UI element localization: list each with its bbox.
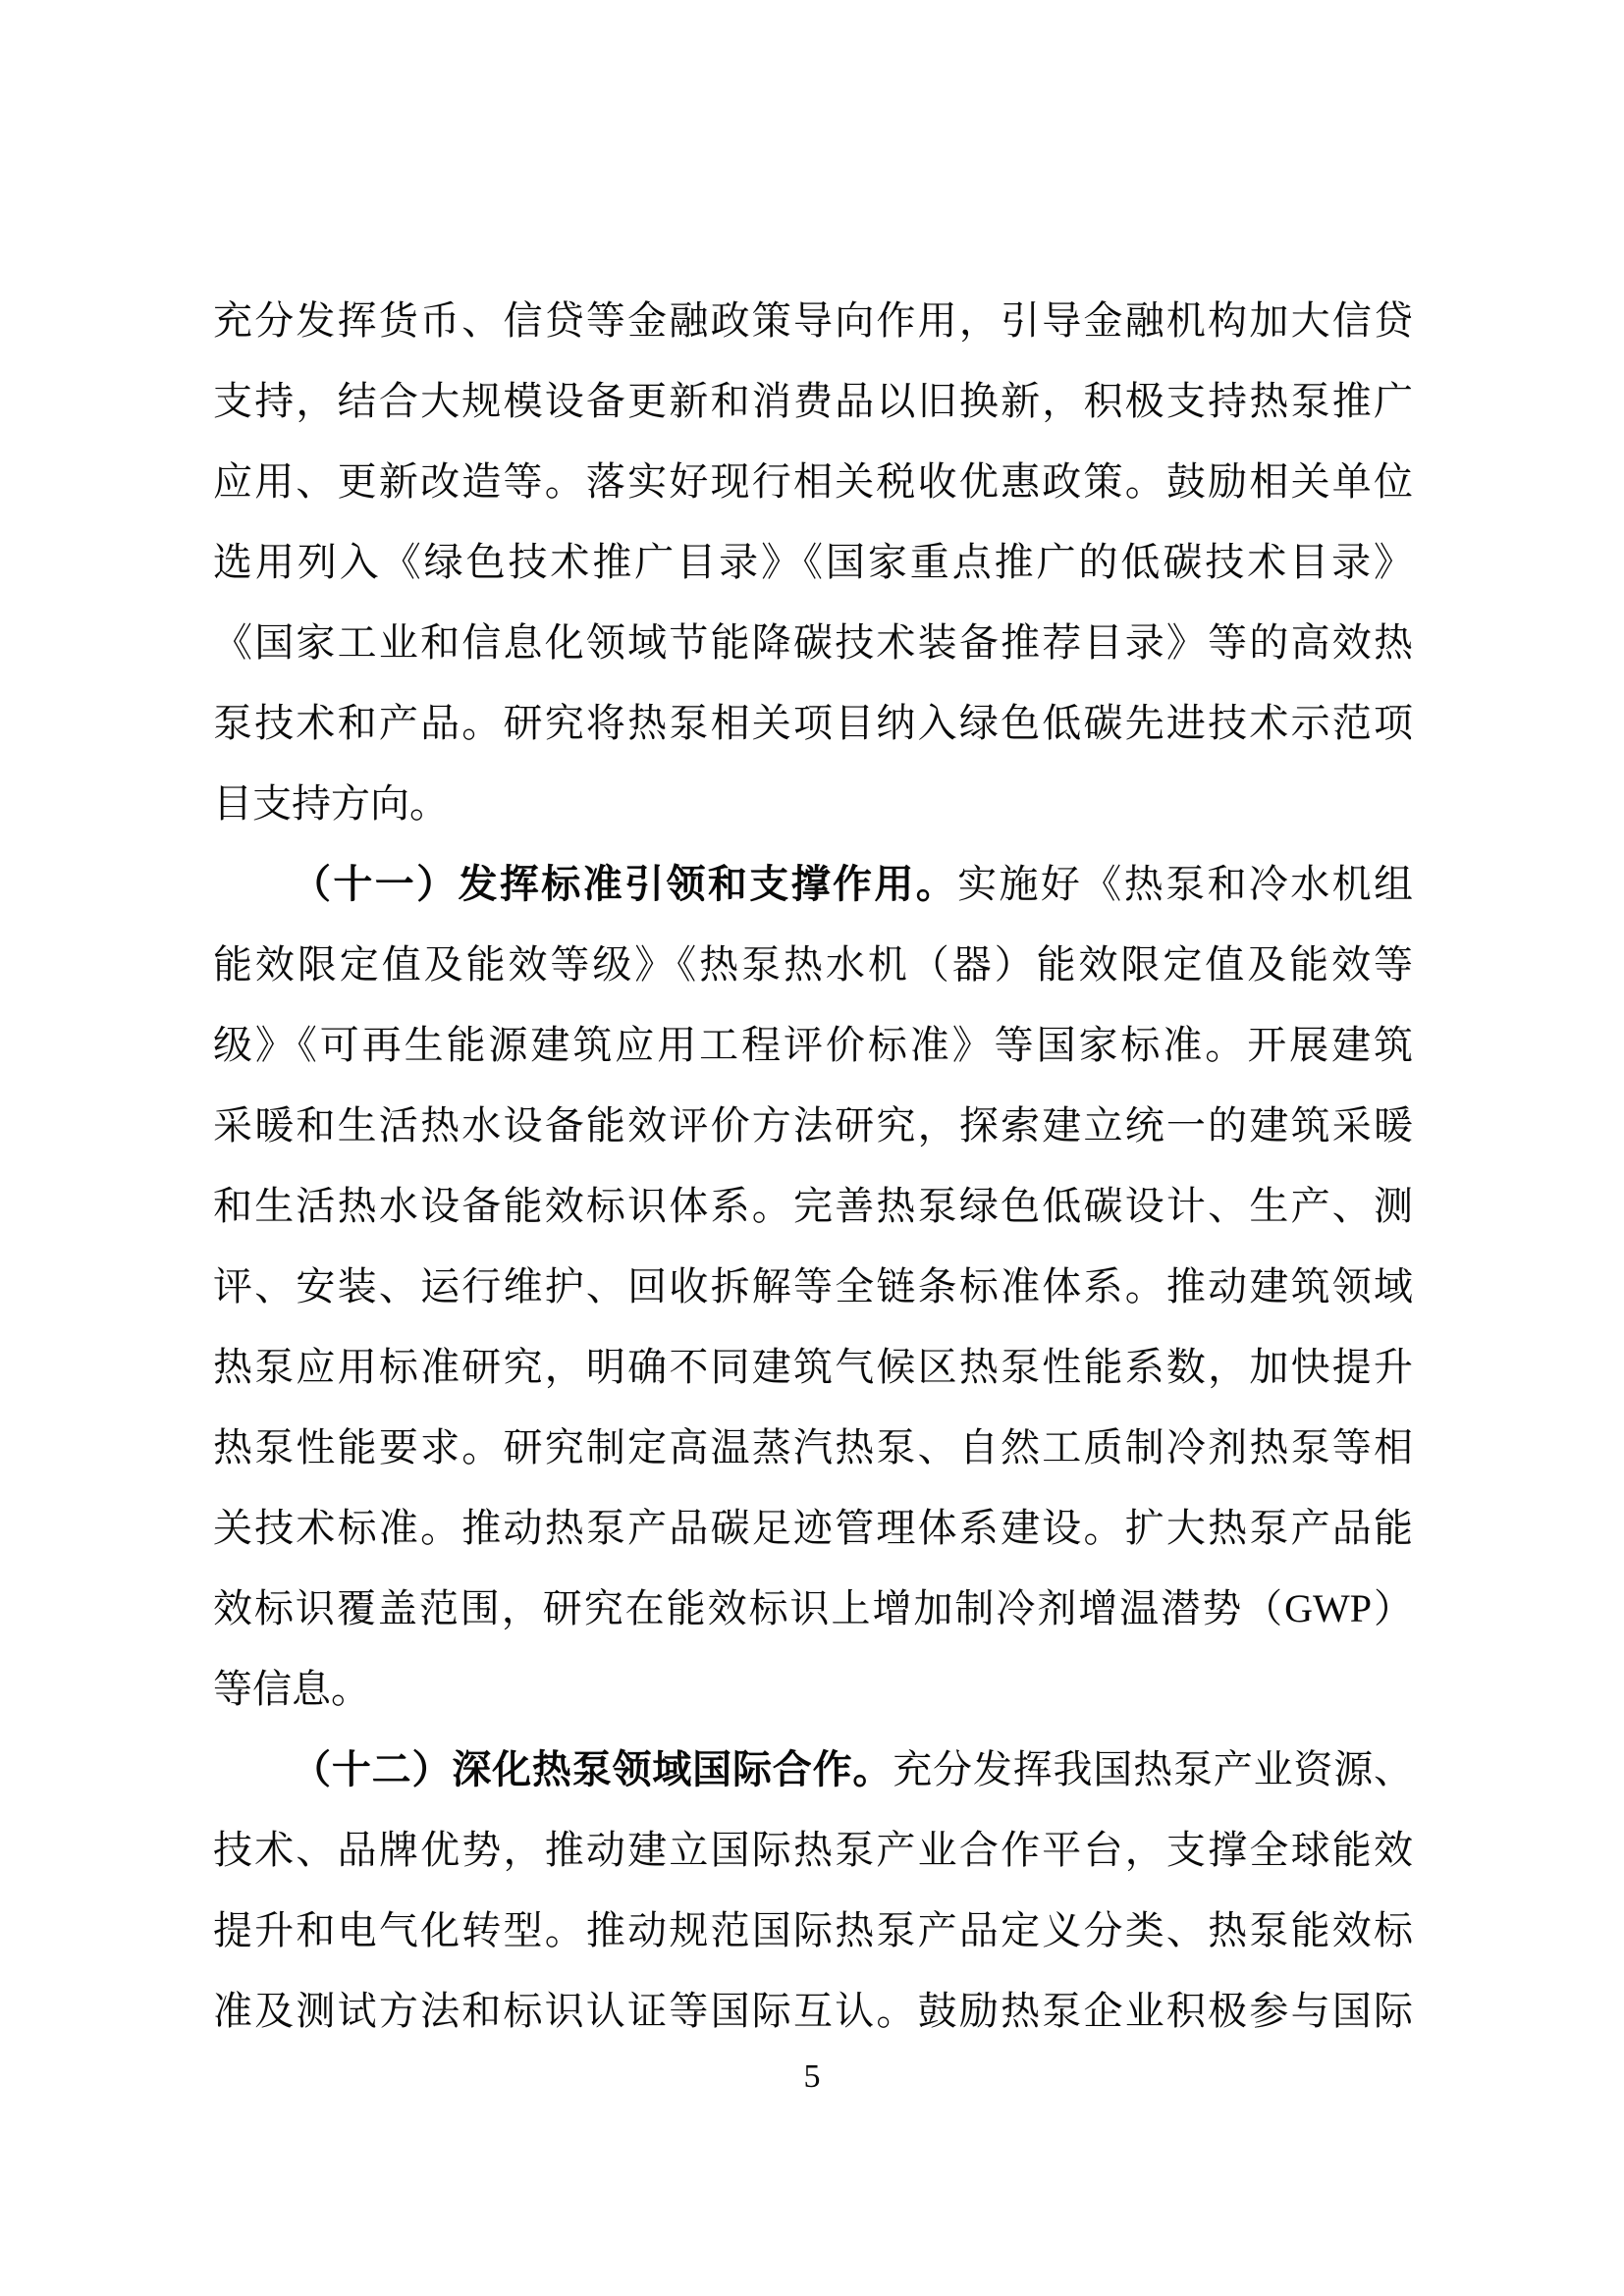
body-text: 热泵性能要求。研究制定高温蒸汽热泵、自然工质制冷剂热泵等相 (213, 1425, 1413, 1469)
page-number: 5 (803, 2058, 821, 2095)
body-text: 应用、更新改造等。落实好现行相关税收优惠政策。鼓励相关单位 (213, 459, 1413, 504)
text-line (213, 442, 1413, 522)
text-body (213, 281, 1413, 2052)
text-line (213, 1247, 1413, 1327)
body-text: 充分发挥我国热泵产业资源、 (893, 1747, 1414, 1791)
text-line (213, 1005, 1413, 1086)
body-text: 和生活热水设备能效标识体系。完善热泵绿色低碳设计、生产、测 (213, 1184, 1413, 1228)
text-line (213, 1891, 1413, 1971)
body-text: 关技术标准。推动热泵产品碳足迹管理体系建设。扩大热泵产品能 (213, 1506, 1413, 1550)
body-text: 准及测试方法和标识认证等国际互认。鼓励热泵企业积极参与国际 (213, 1989, 1413, 2033)
paragraph-heading-line (213, 1730, 1413, 1810)
body-text: 能效限定值及能效等级》《热泵热水机（器）能效限定值及能效等 (213, 942, 1413, 987)
body-text: 目支持方向。 (213, 781, 449, 826)
body-text: 热泵应用标准研究，明确不同建筑气候区热泵性能系数，加快提升 (213, 1345, 1413, 1389)
body-text: 采暖和生活热水设备能效评价方法研究，探索建立统一的建筑采暖 (213, 1103, 1413, 1148)
body-text: 评、安装、运行维护、回收拆解等全链条标准体系。推动建筑领域 (213, 1264, 1413, 1308)
body-text: 泵技术和产品。研究将热泵相关项目纳入绿色低碳先进技术示范项 (213, 701, 1413, 745)
text-line (213, 683, 1413, 764)
text-line (213, 1569, 1413, 1649)
paragraph-heading-line (213, 844, 1413, 925)
body-text: 充分发挥货币、信贷等金融政策导向作用，引导金融机构加大信贷 (213, 298, 1413, 343)
body-text: 级》《可再生能源建筑应用工程评价标准》等国家标准。开展建筑 (213, 1023, 1413, 1067)
text-line (213, 1488, 1413, 1569)
text-line (213, 925, 1413, 1005)
text-line (213, 1810, 1413, 1891)
body-text: 《国家工业和信息化领域节能降碳技术装备推荐目录》等的高效热 (213, 620, 1413, 665)
text-line (213, 1408, 1413, 1488)
text-line (213, 361, 1413, 442)
text-line (213, 281, 1413, 361)
body-text: 效标识覆盖范围，研究在能效标识上增加制冷剂增温潜势（GWP） (213, 1586, 1413, 1630)
section-heading: （十一）发挥标准引领和支撑作用。 (292, 862, 958, 906)
text-line (213, 764, 1413, 844)
text-line (213, 1971, 1413, 2052)
section-heading: （十二）深化热泵领域国际合作。 (292, 1747, 893, 1791)
body-text: 提升和电气化转型。推动规范国际热泵产品定义分类、热泵能效标 (213, 1908, 1413, 1952)
body-text: 选用列入《绿色技术推广目录》《国家重点推广的低碳技术目录》 (213, 540, 1413, 584)
text-line (213, 1086, 1413, 1166)
text-line (213, 522, 1413, 603)
body-text: 技术、品牌优势，推动建立国际热泵产业合作平台，支撑全球能效 (213, 1828, 1413, 1872)
body-text: 等信息。 (213, 1667, 370, 1711)
text-line (213, 603, 1413, 683)
text-line (213, 1166, 1413, 1247)
text-line (213, 1327, 1413, 1408)
body-text: 支持，结合大规模设备更新和消费品以旧换新，积极支持热泵推广 (213, 379, 1413, 423)
body-text: 实施好《热泵和冷水机组 (957, 862, 1414, 906)
text-line (213, 1649, 1413, 1730)
